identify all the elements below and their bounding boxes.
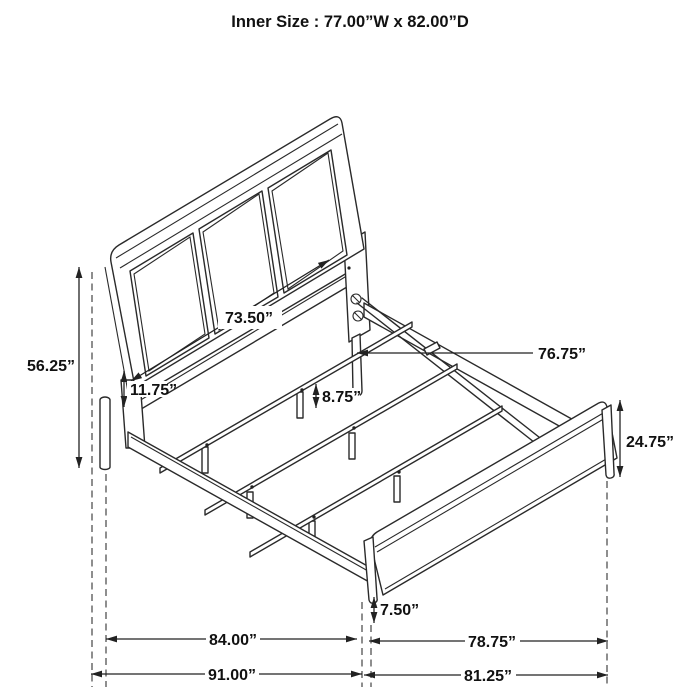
footboard-right-leg [602,405,614,478]
dim-inner-length-label: 84.00” [208,632,258,649]
headboard-front-leg [100,397,110,470]
page-title: Inner Size : 77.00”W x 82.00”D [231,13,469,31]
dim-headboard-width-label: 73.50” [224,310,274,327]
dim-slat-length-label: 76.75” [538,346,587,363]
footboard [364,402,617,603]
dim-footboard-height-label: 24.75” [626,434,675,451]
dim-headboard-height-label: 56.25” [26,358,75,375]
dim-headboard-bottom-gap-label: 11.75” [130,382,178,399]
dim-side-rail-length-label: 78.75” [467,634,517,651]
dim-footboard-overall-label: 81.25” [463,668,513,685]
dim-slat-clearance-label: 8.75” [322,389,362,406]
dim-overall-length-label: 91.00” [207,667,257,684]
dim-footboard-clearance-label: 7.50” [380,602,420,619]
